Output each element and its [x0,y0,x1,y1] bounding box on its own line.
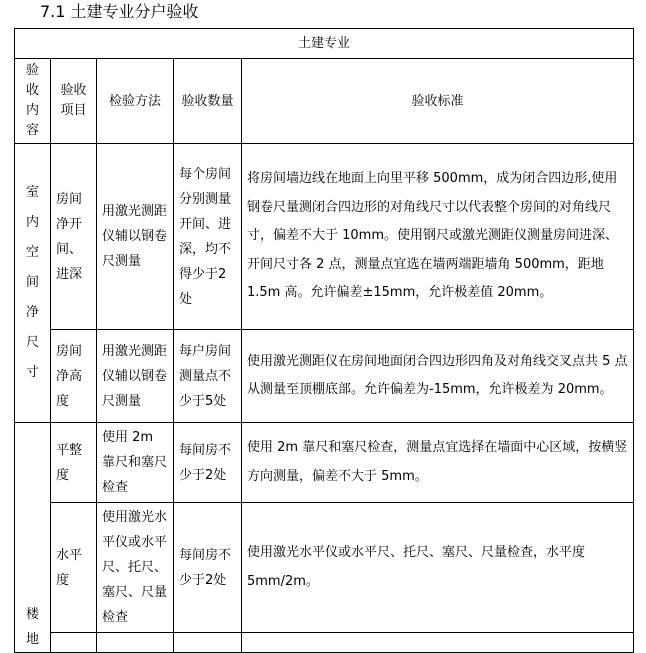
method-cell: 使用 2m 靠尺和塞尺检查 [97,423,174,503]
method-cell: 用激光测距仪辅以钢卷尺测量 [97,144,174,330]
quantity-cell: 每户房间测量点不少于5处 [174,330,242,423]
table-row [15,503,634,633]
standard-cell: 使用 2m 靠尺和塞尺检查，测量点宜选择在墙面中心区域，按横竖方向测量，偏差不大于 5mm。 [242,423,634,503]
acceptance-table [14,28,634,653]
content-cell: 楼地 [15,423,51,653]
method-cell: 用激光测距仪辅以钢卷尺测量 [97,330,174,423]
quantity-cell: 每间房不少于2处 [174,423,242,503]
header-quantity: 验收数量 [174,59,242,144]
table-row [15,144,634,330]
quantity-cell: 每间房不少于2处 [174,503,242,633]
method-cell: 使用激光水平仪或水平尺、托尺、塞尺、尺量检查 [97,503,174,633]
header-method: 检验方法 [97,59,174,144]
standard-cell: 使用激光测距仪在房间地面闭合四边形四角及对角线交叉点共 5 点从测量至顶棚底部。允许偏差为-15mm，允许极差为 20mm。 [242,330,634,423]
standard-cell: 将房间墙边线在地面上向里平移 500mm，成为闭合四边形,使用钢卷尺量测闭合四边形的对角线尺寸以代表整个房间的对角线尺寸，偏差不大于 10mm。使用钢尺或激光测距仪测量房间进深、开间尺寸各 2 点，测量点宜选在墙两端距墙角 500mm，距地 1.5m 高。允许偏差±15mm，允许极差值 20mm。 [242,144,634,330]
table-title: 土建专业 [15,29,634,59]
item-cell: 房间净开间、进深 [51,144,97,330]
header-item: 验收项目 [51,59,97,144]
table-row [15,330,634,423]
section-title: 7.1 土建专业分户验收 [40,2,199,21]
quantity-cell: 每个房间分别测量开间、进深，均不得少于2处 [174,144,242,330]
content-cell: 室内空间净尺寸 [15,144,51,423]
item-cell: 平整度 [51,423,97,503]
header-content: 验收内容 [15,59,51,144]
header-standard: 验收标准 [242,59,634,144]
item-cell: 房间净高度 [51,330,97,423]
table-row [15,423,634,503]
standard-cell: 使用激光水平仪或水平尺、托尺、塞尺、尺量检查，水平度 5mm/2m。 [242,503,634,633]
item-cell: 水平度 [51,503,97,633]
